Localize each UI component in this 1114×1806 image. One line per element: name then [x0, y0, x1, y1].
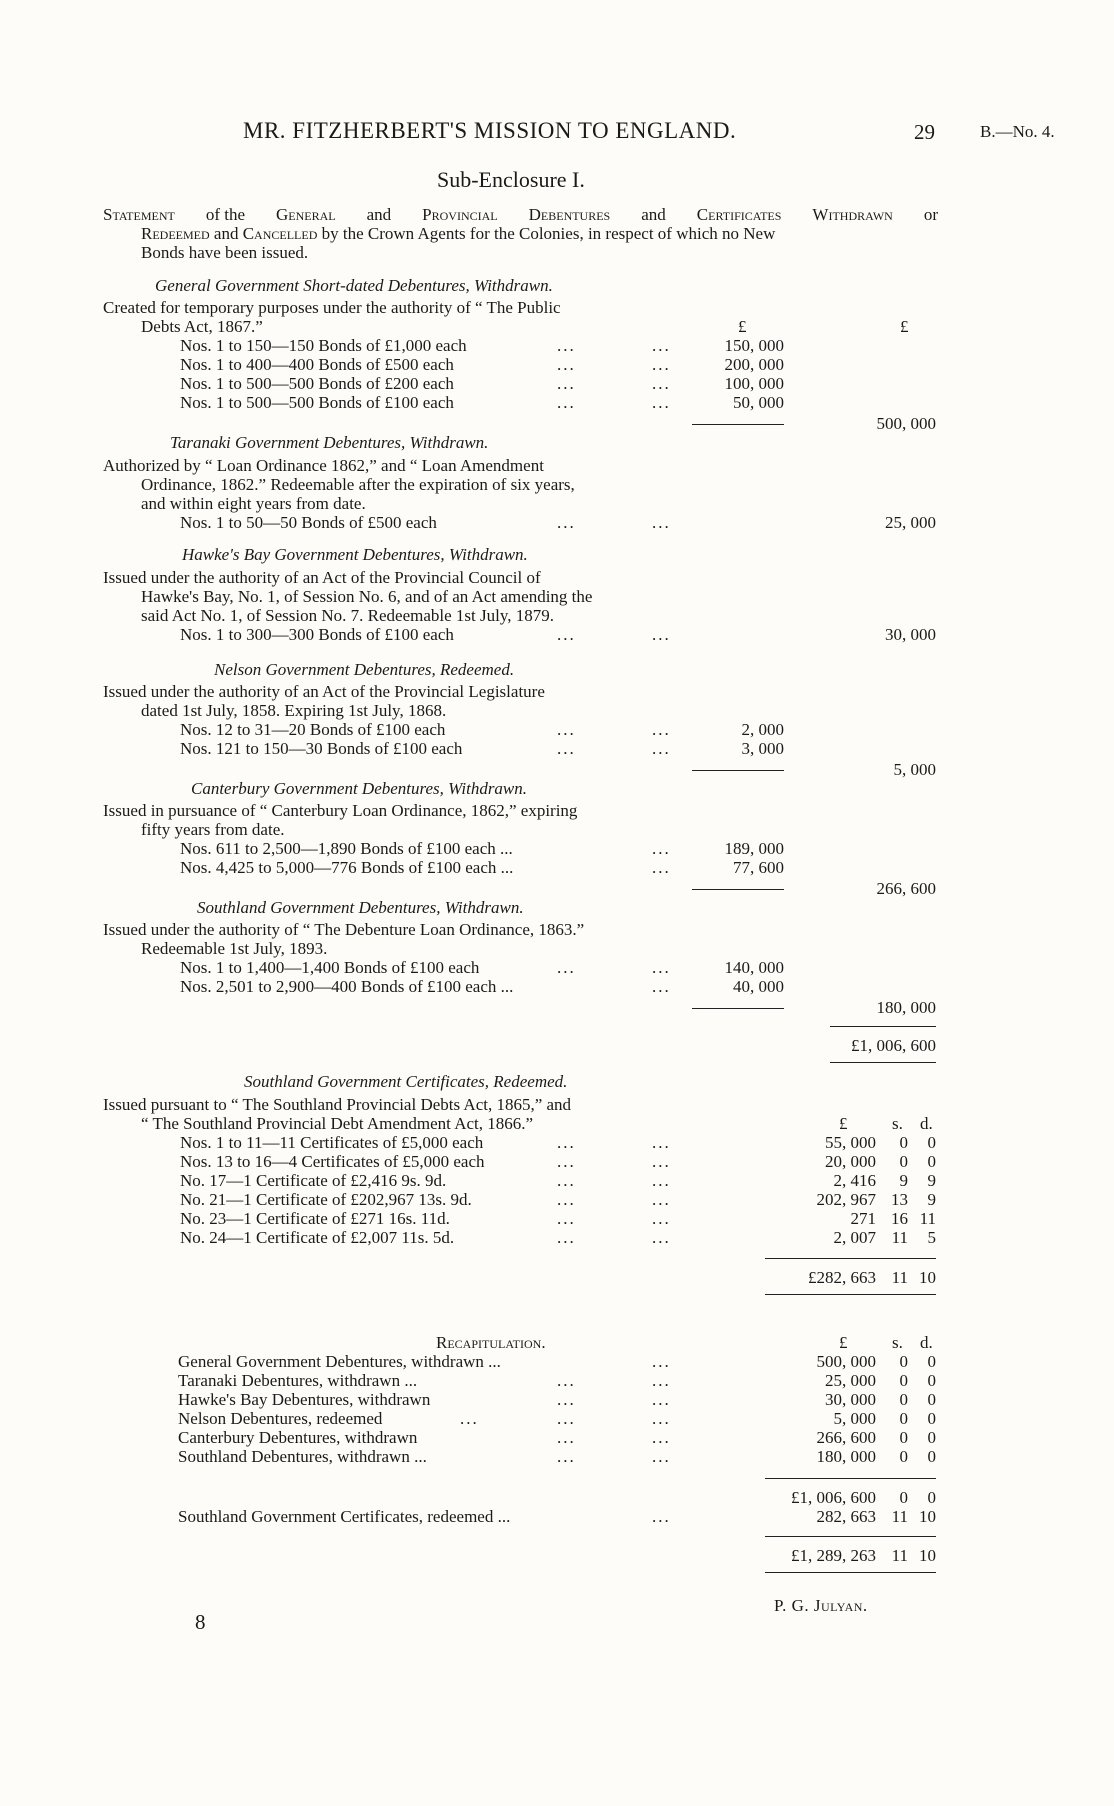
recap-label: Nelson Debentures, redeemed — [178, 1409, 383, 1428]
sub-enclosure-title: Sub-Enclosure I. — [437, 167, 585, 192]
section-desc-line: “ The Southland Provincial Debt Amendment Act, 1866.” — [141, 1114, 534, 1133]
leader-dots: ... — [652, 977, 671, 996]
certificate-shillings: 16 — [891, 1209, 908, 1228]
recap-shillings: 0 — [899, 1447, 908, 1466]
line-item-amount: 200, 000 — [724, 355, 784, 374]
subtotal-rule — [692, 770, 784, 771]
recap-shillings: 0 — [899, 1352, 908, 1371]
line-item-label: Nos. 1 to 400—400 Bonds of £500 each — [180, 355, 454, 374]
leader-dots: ... — [652, 720, 671, 739]
certificate-pence: 5 — [927, 1228, 936, 1247]
line-item-amount: 150, 000 — [724, 336, 784, 355]
intro-word: Cancelled — [242, 224, 318, 243]
section-total: 180, 000 — [876, 998, 936, 1017]
recap-pounds: 500, 000 — [816, 1352, 876, 1371]
certificate-pounds: 2, 416 — [833, 1171, 876, 1190]
intro-line-3: Bonds have been issued. — [141, 243, 309, 262]
certificate-pence: 9 — [927, 1190, 936, 1209]
intro-word: Redeemed — [141, 224, 210, 243]
certificate-shillings: 9 — [899, 1171, 908, 1190]
certificate-total-rule — [765, 1294, 936, 1295]
certificate-label: No. 24—1 Certificate of £2,007 11s. 5d. — [180, 1228, 455, 1247]
recap-shillings: 0 — [899, 1371, 908, 1390]
certificate-pence: 9 — [927, 1171, 936, 1190]
line-item-amount: 100, 000 — [724, 374, 784, 393]
leader-dots: ... — [557, 393, 576, 412]
recap-certificates-shillings: 11 — [891, 1507, 908, 1526]
section-heading: Canterbury Government Debentures, Withdrawn. — [191, 779, 528, 798]
leader-dots: ... — [557, 625, 576, 644]
leader-dots: ... — [652, 374, 671, 393]
certificate-pounds: 20, 000 — [825, 1152, 876, 1171]
leader-dots: ... — [557, 513, 576, 532]
intro-word: and — [213, 224, 239, 243]
line-item-amount: 3, 000 — [741, 739, 784, 758]
leader-dots: ... — [652, 1152, 671, 1171]
line-item-label: Nos. 2,501 to 2,900—400 Bonds of £100 each ... — [180, 977, 514, 996]
column-header-pound: £ — [839, 1333, 848, 1352]
certificate-shillings: 11 — [891, 1228, 908, 1247]
leader-dots: ... — [557, 1171, 576, 1190]
recap-total-pence: 10 — [919, 1546, 936, 1565]
intro-line-1 — [103, 205, 938, 225]
section-heading: Southland Government Certificates, Redeemed. — [244, 1072, 568, 1091]
line-item-amount: 50, 000 — [733, 393, 784, 412]
leader-dots: ... — [652, 1209, 671, 1228]
certificate-total-pounds: £282, 663 — [808, 1268, 876, 1287]
recap-shillings: 0 — [899, 1390, 908, 1409]
recap-subtotal-rule — [765, 1478, 936, 1479]
leader-dots: ... — [652, 355, 671, 374]
certificate-label: Nos. 13 to 16—4 Certificates of £5,000 each — [180, 1152, 485, 1171]
leader-dots: ... — [557, 739, 576, 758]
leader-dots: ... — [557, 1447, 576, 1466]
leader-dots: ... — [557, 355, 576, 374]
leader-dots: ... — [652, 1409, 671, 1428]
leader-dots: ... — [557, 1228, 576, 1247]
recap-label: Taranaki Debentures, withdrawn ... — [178, 1371, 418, 1390]
page-title: MR. FITZHERBERT'S MISSION TO ENGLAND. — [243, 118, 737, 143]
line-item-label: Nos. 4,425 to 5,000—776 Bonds of £100 each ... — [180, 858, 514, 877]
recap-heading: Recapitulation. — [436, 1333, 546, 1352]
recap-pence: 0 — [927, 1447, 936, 1466]
leader-dots: ... — [652, 1190, 671, 1209]
intro-line-2 — [141, 224, 775, 244]
certificate-label: No. 23—1 Certificate of £271 16s. 11d. — [180, 1209, 450, 1228]
signature: P. G. Julyan. — [774, 1596, 868, 1615]
recap-total-rule — [765, 1536, 936, 1537]
leader-dots: ... — [557, 1133, 576, 1152]
section-heading: General Government Short-dated Debentures, Withdrawn. — [155, 276, 553, 295]
line-item-amount: 2, 000 — [741, 720, 784, 739]
recap-total-pounds: £1, 289, 263 — [791, 1546, 876, 1565]
certificate-pence: 11 — [919, 1209, 936, 1228]
grand-total-rule — [830, 1062, 936, 1063]
intro-word: General — [276, 205, 336, 224]
certificate-label: No. 21—1 Certificate of £202,967 13s. 9d. — [180, 1190, 472, 1209]
section-desc-line: and within eight years from date. — [141, 494, 366, 513]
section-desc-line: Authorized by “ Loan Ordinance 1862,” and “ Loan Amendment — [103, 456, 544, 475]
section-total: 500, 000 — [876, 414, 936, 433]
recap-certificates-pounds: 282, 663 — [816, 1507, 876, 1526]
recap-label: Canterbury Debentures, withdrawn — [178, 1428, 418, 1447]
recap-label: Southland Debentures, withdrawn ... — [178, 1447, 427, 1466]
line-item-label: Nos. 1 to 300—300 Bonds of £100 each — [180, 625, 454, 644]
leader-dots: ... — [557, 1190, 576, 1209]
section-desc-line: Issued in pursuance of “ Canterbury Loan Ordinance, 1862,” expiring — [103, 801, 578, 820]
section-desc-line: Issued under the authority of an Act of the Provincial Council of — [103, 568, 541, 587]
intro-word: Withdrawn — [812, 205, 893, 224]
column-header-pence: d. — [920, 1333, 933, 1352]
line-item-amount: 40, 000 — [733, 977, 784, 996]
certificate-label: No. 17—1 Certificate of £2,416 9s. 9d. — [180, 1171, 447, 1190]
certificate-total-pence: 10 — [919, 1268, 936, 1287]
recap-pence: 0 — [927, 1371, 936, 1390]
line-item-label: Nos. 121 to 150—30 Bonds of £100 each — [180, 739, 463, 758]
leader-dots: ... — [652, 1371, 671, 1390]
intro-word: Provincial — [422, 205, 498, 224]
leader-dots: ... — [652, 625, 671, 644]
line-item-label: Nos. 611 to 2,500—1,890 Bonds of £100 each ... — [180, 839, 513, 858]
leader-dots: ... — [557, 720, 576, 739]
leader-dots: ... — [557, 1209, 576, 1228]
leader-dots: ... — [652, 1507, 671, 1526]
column-header-pence: d. — [920, 1114, 933, 1133]
line-item-label: Nos. 1 to 150—150 Bonds of £1,000 each — [180, 336, 467, 355]
recap-subtotal-pounds: £1, 006, 600 — [791, 1488, 876, 1507]
intro-word: Debentures — [528, 205, 611, 224]
line-item-label: Nos. 1 to 1,400—1,400 Bonds of £100 each — [180, 958, 480, 977]
recap-label: Hawke's Bay Debentures, withdrawn — [178, 1390, 431, 1409]
recap-total-rule — [765, 1572, 936, 1573]
section-heading: Southland Government Debentures, Withdrawn. — [197, 898, 524, 917]
column-header-pound: £ — [839, 1114, 848, 1133]
leader-dots: ... — [652, 958, 671, 977]
column-header-shillings: s. — [892, 1333, 903, 1352]
intro-word: of the — [205, 205, 246, 224]
certificate-pence: 0 — [927, 1152, 936, 1171]
recap-pence: 0 — [927, 1390, 936, 1409]
recap-pounds: 30, 000 — [825, 1390, 876, 1409]
certificate-pounds: 2, 007 — [833, 1228, 876, 1247]
certificate-pence: 0 — [927, 1133, 936, 1152]
intro-word: and — [641, 205, 666, 224]
leader-dots: ... — [557, 1152, 576, 1171]
leader-dots: ... — [652, 336, 671, 355]
leader-dots: ... — [460, 1409, 479, 1428]
section-total: 266, 600 — [876, 879, 936, 898]
grand-total-rule — [830, 1026, 936, 1027]
section-desc-line: Issued under the authority of an Act of the Provincial Legislature — [103, 682, 545, 701]
document-ref: B.—No. 4. — [980, 122, 1055, 141]
section-heading: Taranaki Government Debentures, Withdrawn. — [170, 433, 489, 452]
recap-label: General Government Debentures, withdrawn ... — [178, 1352, 501, 1371]
certificate-total-shillings: 11 — [891, 1268, 908, 1287]
certificate-shillings: 0 — [899, 1133, 908, 1152]
recap-certificates-pence: 10 — [919, 1507, 936, 1526]
leader-dots: ... — [652, 839, 671, 858]
recap-pounds: 25, 000 — [825, 1371, 876, 1390]
certificate-pounds: 202, 967 — [816, 1190, 876, 1209]
leader-dots: ... — [557, 958, 576, 977]
intro-word: Statement — [103, 205, 175, 224]
certificate-pounds: 271 — [850, 1209, 876, 1228]
certificate-shillings: 13 — [891, 1190, 908, 1209]
section-desc-line: Redeemable 1st July, 1893. — [141, 939, 328, 958]
line-item-label: Nos. 12 to 31—20 Bonds of £100 each — [180, 720, 446, 739]
section-heading: Hawke's Bay Government Debentures, Withdrawn. — [182, 545, 528, 564]
section-desc-line: Ordinance, 1862.” Redeemable after the expiration of six years, — [141, 475, 575, 494]
leader-dots: ... — [652, 1390, 671, 1409]
subtotal-rule — [692, 889, 784, 890]
recap-pence: 0 — [927, 1409, 936, 1428]
certificate-shillings: 0 — [899, 1152, 908, 1171]
recap-certificates-label: Southland Government Certificates, redeemed ... — [178, 1507, 511, 1526]
section-desc-line: fifty years from date. — [141, 820, 285, 839]
leader-dots: ... — [557, 1390, 576, 1409]
recap-total-shillings: 11 — [891, 1546, 908, 1565]
certificate-pounds: 55, 000 — [825, 1133, 876, 1152]
leader-dots: ... — [557, 1409, 576, 1428]
leader-dots: ... — [652, 739, 671, 758]
leader-dots: ... — [652, 1428, 671, 1447]
leader-dots: ... — [557, 336, 576, 355]
recap-pounds: 266, 600 — [816, 1428, 876, 1447]
section-desc-line: Issued under the authority of “ The Debenture Loan Ordinance, 1863.” — [103, 920, 585, 939]
certificate-total-rule — [765, 1258, 936, 1259]
recap-pounds: 180, 000 — [816, 1447, 876, 1466]
intro-word: Certificates — [696, 205, 782, 224]
recap-pounds: 5, 000 — [833, 1409, 876, 1428]
grand-total: £1, 006, 600 — [851, 1036, 936, 1055]
leader-dots: ... — [652, 1228, 671, 1247]
intro-word: and — [366, 205, 392, 224]
section-desc-line: Issued pursuant to “ The Southland Provincial Debts Act, 1865,” and — [103, 1095, 572, 1114]
line-item-amount: 140, 000 — [724, 958, 784, 977]
recap-shillings: 0 — [899, 1409, 908, 1428]
section-desc-line: Hawke's Bay, No. 1, of Session No. 6, and of an Act amending the — [141, 587, 593, 606]
leader-dots: ... — [557, 1371, 576, 1390]
section-desc-line: Debts Act, 1867.” — [141, 317, 263, 336]
line-item-amount: 77, 600 — [733, 858, 784, 877]
leader-dots: ... — [557, 374, 576, 393]
intro-word: by the Crown Agents for the Colonies, in respect of which no New — [321, 224, 776, 243]
recap-subtotal-shillings: 0 — [899, 1488, 908, 1507]
leader-dots: ... — [652, 393, 671, 412]
leader-dots: ... — [557, 1428, 576, 1447]
section-desc-line: Created for temporary purposes under the authority of “ The Public — [103, 298, 561, 317]
leader-dots: ... — [652, 858, 671, 877]
column-header-pound: £ — [900, 317, 909, 336]
section-desc-line: dated 1st July, 1858. Expiring 1st July, 1868. — [141, 701, 447, 720]
leader-dots: ... — [652, 1447, 671, 1466]
line-item-amount: 189, 000 — [724, 839, 784, 858]
column-header-pound: £ — [738, 317, 747, 336]
line-item-label: Nos. 1 to 500—500 Bonds of £200 each — [180, 374, 454, 393]
recap-shillings: 0 — [899, 1428, 908, 1447]
intro-word: or — [923, 205, 938, 224]
section-desc-line: said Act No. 1, of Session No. 7. Redeemable 1st July, 1879. — [141, 606, 554, 625]
certificate-label: Nos. 1 to 11—11 Certificates of £5,000 each — [180, 1133, 484, 1152]
section-total: 30, 000 — [885, 625, 936, 644]
subtotal-rule — [692, 1008, 784, 1009]
line-item-label: Nos. 1 to 500—500 Bonds of £100 each — [180, 393, 454, 412]
recap-pence: 0 — [927, 1428, 936, 1447]
leader-dots: ... — [652, 1352, 671, 1371]
section-total: 25, 000 — [885, 513, 936, 532]
leader-dots: ... — [652, 1171, 671, 1190]
section-heading: Nelson Government Debentures, Redeemed. — [214, 660, 515, 679]
leader-dots: ... — [652, 513, 671, 532]
line-item-label: Nos. 1 to 50—50 Bonds of £500 each — [180, 513, 437, 532]
leader-dots: ... — [652, 1133, 671, 1152]
page-number: 29 — [914, 120, 935, 144]
section-total: 5, 000 — [893, 760, 936, 779]
column-header-shillings: s. — [892, 1114, 903, 1133]
footer-page-number: 8 — [195, 1610, 206, 1634]
recap-subtotal-pence: 0 — [927, 1488, 936, 1507]
subtotal-rule — [692, 424, 784, 425]
recap-pence: 0 — [927, 1352, 936, 1371]
